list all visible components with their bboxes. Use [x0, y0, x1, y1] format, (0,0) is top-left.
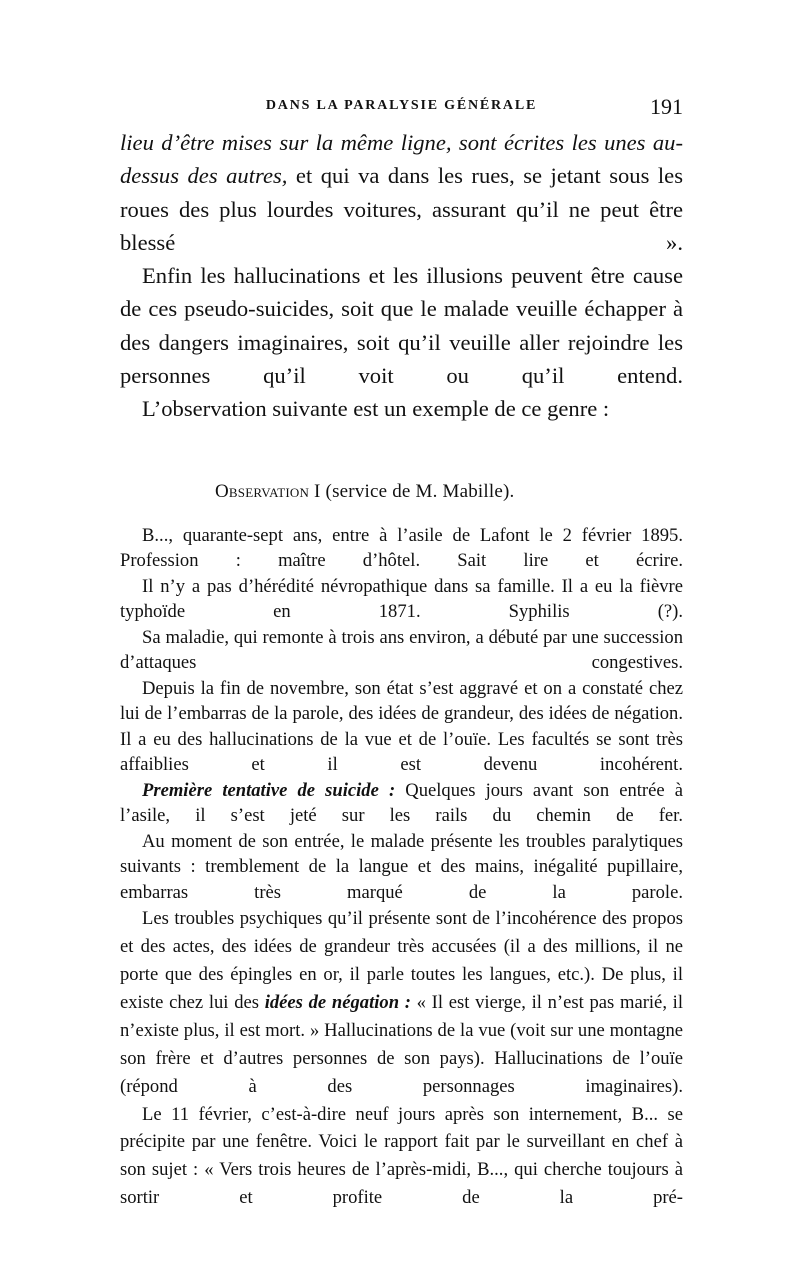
case-paragraph-text: Il n’y a pas d’hérédité névropathique dans sa famille. Il a eu la fièvre typhoïde en 1871. Syphilis (?). — [120, 575, 683, 623]
case-paragraph — [120, 625, 683, 676]
main-text — [120, 126, 683, 426]
observation-title-rest: I (service de M. Mabille). — [309, 480, 515, 502]
case-paragraph — [120, 905, 683, 1100]
case-paragraph-text: Les troubles psychiques qu’il présente sont de l’incohérence des propos et des actes, des idées de grandeur très accusées (il a des millions, il ne porte que des épingles en or, il parle toutes les langues, etc.). De plus, il existe chez lui des — [120, 908, 683, 1013]
case-paragraph-text: Le 11 février, c’est-à-dire neuf jours après son internement, B... se précipite par une fenêtre. Voici le rapport fait par le surveillant en chef à son sujet : « Vers trois heures de l’après-midi, B..., qui cherche toujours à sortir et profite de la pré- — [120, 1103, 683, 1209]
case-paragraph — [120, 574, 683, 625]
case-paragraph-text: Sa maladie, qui remonte à trois ans environ, a débuté par une succession d’attaques congestives. — [120, 626, 683, 674]
italic-mid: idées de négation : — [264, 991, 411, 1013]
page-number: 191 — [650, 94, 683, 119]
paragraph — [120, 392, 683, 425]
observation-title — [215, 481, 683, 503]
case-paragraph-text: Depuis la fin de novembre, son état s’est aggravé et on a constaté chez lui de l’embarras de la parole, des idées de grandeur, des idées de négation. Il a eu des hallucinations de la vue et de l’ouïe. Les facultés se sont très affaiblies et il est devenu incohérent. — [120, 677, 683, 776]
case-paragraph — [120, 829, 683, 906]
paragraph-text: et qui va dans les rues, se jetant sous les roues des plus lourdes voitures, assurant qu’il ne peut être blessé ». — [120, 163, 683, 255]
case-paragraph-text: Au moment de son entrée, le malade présente les troubles paralytiques suivants : tremblement de la langue et des mains, inégalité pupillaire, embarras très marqué de la parole. — [120, 830, 683, 903]
case-paragraph — [120, 676, 683, 778]
running-head: DANS LA PARALYSIE GÉNÉRALE — [265, 98, 538, 113]
case-paragraph-text: B..., quarante-sept ans, entre à l’asile de Lafont le 2 février 1895. Profession : maître d’hôtel. Sait lire et écrire. — [120, 524, 683, 572]
observation-title-word: Observation — [215, 480, 310, 502]
case-paragraph — [120, 1101, 683, 1213]
body-text — [120, 126, 683, 1212]
paragraph-text: Enfin les hallucinations et les illusions peuvent être cause de ces pseudo-suicides, soit que le malade veuille échapper à des dangers imaginaires, soit qu’il veuille aller rejoindre les personnes qu’il voit ou qu’il entend. — [120, 263, 683, 389]
case-report — [120, 523, 683, 1212]
case-paragraph-text: « Il est vierge, il n’est pas marié, il n’existe plus, il est mort. » Hallucinations de la vue (voit sur une montagne son frère et d’autres personnes de son pays). Hallucinations de l’ouïe (répond à des personnages imaginaires). — [120, 991, 684, 1097]
case-paragraph-text: Quelques jours avant son entrée à l’asile, il s’est jeté sur les rails du chemin de fer. — [120, 779, 683, 827]
italic-lead: lieu d’être mises sur la même ligne, sont écrites les unes au-dessus des autres, — [120, 130, 683, 189]
paragraph-text: L’observation suivante est un exemple de ce genre : — [142, 396, 610, 422]
paragraph — [120, 126, 683, 259]
case-paragraph — [120, 523, 683, 574]
paragraph — [120, 259, 683, 392]
italic-lead: Première tentative de suicide : — [142, 779, 396, 801]
case-paragraph — [120, 778, 683, 829]
page-header — [120, 94, 683, 124]
